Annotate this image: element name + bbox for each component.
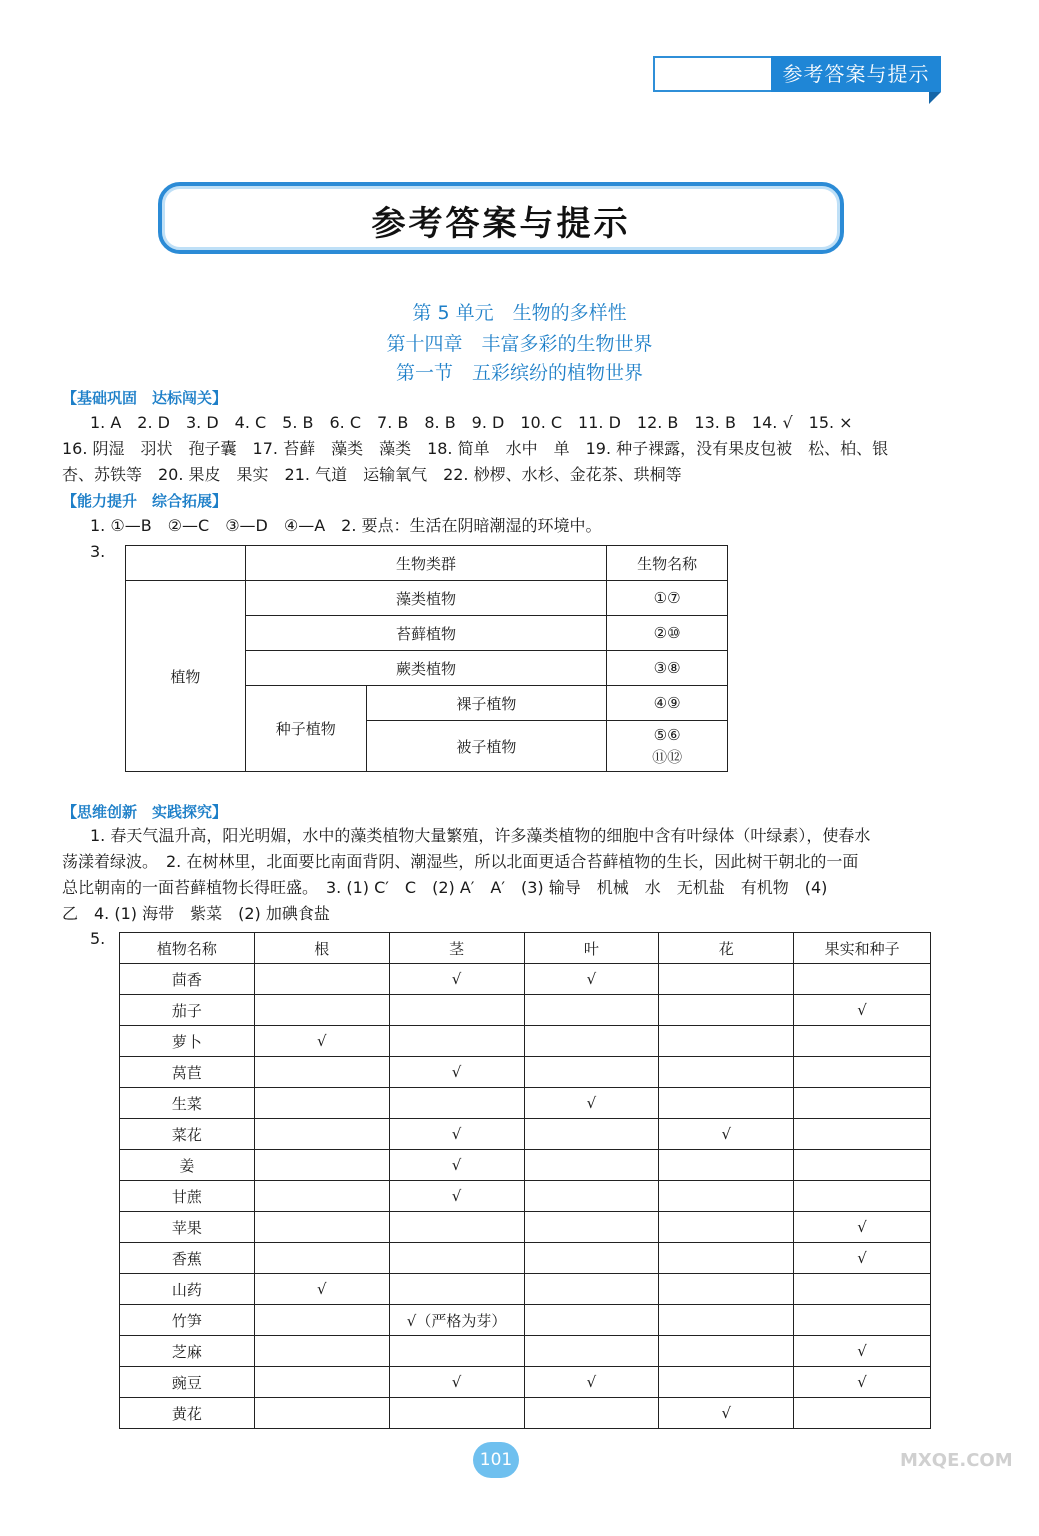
table-row bbox=[120, 1305, 931, 1336]
check-cell: √ bbox=[794, 1212, 931, 1243]
check-cell bbox=[659, 1336, 794, 1367]
check-cell bbox=[794, 1305, 931, 1336]
check-cell: √ bbox=[389, 964, 524, 995]
check-cell bbox=[254, 1088, 389, 1119]
check-cell bbox=[524, 1212, 659, 1243]
check-cell bbox=[254, 1119, 389, 1150]
plant-name-cell: 黄花 bbox=[120, 1398, 255, 1429]
table-row bbox=[120, 1088, 931, 1119]
check-cell bbox=[794, 1150, 931, 1181]
plant-name-cell: 萝卜 bbox=[120, 1026, 255, 1057]
check-cell bbox=[794, 1398, 931, 1429]
table-cell bbox=[126, 546, 246, 581]
check-cell bbox=[794, 1181, 931, 1212]
check-cell bbox=[254, 1212, 389, 1243]
check-cell bbox=[254, 1305, 389, 1336]
check-cell bbox=[254, 995, 389, 1026]
table-header: 根 bbox=[254, 933, 389, 964]
check-cell bbox=[659, 1274, 794, 1305]
check-cell bbox=[524, 995, 659, 1026]
plant-name-cell: 豌豆 bbox=[120, 1367, 255, 1398]
table-row bbox=[126, 546, 728, 581]
plant-name-cell: 甘蔗 bbox=[120, 1181, 255, 1212]
check-cell bbox=[389, 1398, 524, 1429]
plant-name-cell: 山药 bbox=[120, 1274, 255, 1305]
table-header: 花 bbox=[659, 933, 794, 964]
check-cell bbox=[524, 1181, 659, 1212]
table-header: 叶 bbox=[524, 933, 659, 964]
id-list: ⑤⑥ bbox=[653, 726, 681, 744]
check-cell bbox=[659, 1367, 794, 1398]
check-cell bbox=[794, 964, 931, 995]
check-cell bbox=[254, 1367, 389, 1398]
check-cell: √ bbox=[794, 1367, 931, 1398]
check-cell bbox=[659, 1212, 794, 1243]
check-cell bbox=[524, 1305, 659, 1336]
answer-line: 1. 春天气温升高，阳光明媚，水中的藻类植物大量繁殖，许多藻类植物的细胞中含有叶绿体（叶绿素），使春水 bbox=[90, 826, 871, 845]
check-cell bbox=[659, 1305, 794, 1336]
check-cell: √ bbox=[659, 1119, 794, 1150]
check-cell: √ bbox=[524, 964, 659, 995]
check-cell: √ bbox=[389, 1119, 524, 1150]
section-label-basic: 【基础巩固 达标闯关】 bbox=[62, 389, 228, 407]
check-cell bbox=[659, 1243, 794, 1274]
answer-line: 1. A 2. D 3. D 4. C 5. B 6. C 7. B 8. B 9. D 10. C 11. D 12. B 13. B 14. √ 15. × bbox=[90, 413, 853, 432]
table-row bbox=[120, 1367, 931, 1398]
check-cell bbox=[389, 1243, 524, 1274]
check-cell: √ bbox=[389, 1181, 524, 1212]
table-header: 生物名称 bbox=[607, 546, 728, 581]
table-row bbox=[120, 964, 931, 995]
check-cell bbox=[794, 1026, 931, 1057]
check-cell bbox=[254, 1398, 389, 1429]
header-blank-box bbox=[653, 56, 771, 92]
question-number: 5. bbox=[90, 929, 106, 948]
section-label-thinking: 【思维创新 实践探究】 bbox=[62, 803, 228, 821]
check-cell bbox=[794, 1057, 931, 1088]
watermark: MXQE.COM bbox=[900, 1450, 1013, 1471]
check-cell bbox=[794, 1274, 931, 1305]
header-tab: 参考答案与提示 bbox=[771, 56, 941, 92]
check-cell bbox=[524, 1243, 659, 1274]
check-cell bbox=[524, 1026, 659, 1057]
header-fold-decoration bbox=[929, 92, 941, 104]
table-header: 植物名称 bbox=[120, 933, 255, 964]
plant-group-table bbox=[125, 545, 728, 772]
check-cell bbox=[524, 1119, 659, 1150]
table-cell bbox=[607, 721, 728, 772]
check-cell: √ bbox=[389, 1367, 524, 1398]
plant-name-cell: 姜 bbox=[120, 1150, 255, 1181]
table-row bbox=[126, 581, 728, 616]
title-banner bbox=[158, 182, 844, 254]
check-cell: √ bbox=[794, 1336, 931, 1367]
check-cell: √ bbox=[659, 1398, 794, 1429]
check-cell bbox=[794, 1119, 931, 1150]
answer-line: 总比朝南的一面苔藓植物长得旺盛。 3. (1) C′ C (2) A′ A′ (3) 输导 机械 水 无机盐 有机物 (4) bbox=[62, 878, 828, 897]
plant-name-cell: 香蕉 bbox=[120, 1243, 255, 1274]
plant-name-cell: 莴苣 bbox=[120, 1057, 255, 1088]
plant-name-cell: 竹笋 bbox=[120, 1305, 255, 1336]
page-number: 101 bbox=[473, 1442, 519, 1478]
table-row bbox=[120, 1181, 931, 1212]
check-cell bbox=[794, 1088, 931, 1119]
chapter-heading: 第十四章 丰富多彩的生物世界 bbox=[386, 333, 653, 355]
page-title: 参考答案与提示 bbox=[371, 204, 631, 244]
check-cell bbox=[389, 1274, 524, 1305]
table-cell: 裸子植物 bbox=[366, 686, 607, 721]
answer-line: 杏、苏铁等 20. 果皮 果实 21. 气道 运输氧气 22. 桫椤、水杉、金花茶、珙桐等 bbox=[62, 465, 682, 484]
unit-heading: 第 5 单元 生物的多样性 bbox=[412, 302, 627, 324]
plant-name-cell: 芝麻 bbox=[120, 1336, 255, 1367]
table-row bbox=[120, 1336, 931, 1367]
check-cell bbox=[659, 995, 794, 1026]
table-row bbox=[120, 1119, 931, 1150]
plant-organ-table bbox=[119, 932, 931, 1429]
table-cell: ③⑧ bbox=[607, 651, 728, 686]
plant-name-cell: 茴香 bbox=[120, 964, 255, 995]
question-number: 3. bbox=[90, 542, 106, 561]
check-cell bbox=[524, 1150, 659, 1181]
check-cell bbox=[389, 1026, 524, 1057]
check-cell bbox=[524, 1398, 659, 1429]
check-cell bbox=[389, 1212, 524, 1243]
check-cell bbox=[524, 1274, 659, 1305]
check-cell: √ bbox=[389, 1057, 524, 1088]
check-cell: √（严格为芽） bbox=[389, 1305, 524, 1336]
answer-line: 1. ①—B ②—C ③—D ④—A 2. 要点：生活在阴暗潮湿的环境中。 bbox=[90, 516, 602, 535]
check-cell bbox=[254, 1243, 389, 1274]
check-cell bbox=[254, 1150, 389, 1181]
check-cell bbox=[659, 964, 794, 995]
check-cell: √ bbox=[254, 1026, 389, 1057]
check-cell bbox=[659, 1181, 794, 1212]
check-cell bbox=[389, 1088, 524, 1119]
plant-name-cell: 菜花 bbox=[120, 1119, 255, 1150]
plant-name-cell: 苹果 bbox=[120, 1212, 255, 1243]
plant-name-cell: 茄子 bbox=[120, 995, 255, 1026]
table-row bbox=[120, 995, 931, 1026]
table-row bbox=[120, 1398, 931, 1429]
answer-line: 16. 阴湿 羽状 孢子囊 17. 苔藓 藻类 藻类 18. 简单 水中 单 19. 种子裸露，没有果皮包被 松、柏、银 bbox=[62, 439, 889, 458]
table-row bbox=[120, 1150, 931, 1181]
table-header-row bbox=[120, 933, 931, 964]
table-row bbox=[120, 1057, 931, 1088]
section-heading: 第一节 五彩缤纷的植物世界 bbox=[395, 362, 643, 384]
table-header: 生物类群 bbox=[245, 546, 606, 581]
table-header: 果实和种子 bbox=[794, 933, 931, 964]
table-row bbox=[120, 1026, 931, 1057]
check-cell bbox=[254, 1181, 389, 1212]
answer-line: 乙 4. (1) 海带 紫菜 (2) 加碘食盐 bbox=[62, 904, 330, 923]
check-cell bbox=[389, 995, 524, 1026]
table-cell: 苔藓植物 bbox=[245, 616, 606, 651]
check-cell: √ bbox=[794, 995, 931, 1026]
check-cell bbox=[389, 1336, 524, 1367]
check-cell bbox=[659, 1057, 794, 1088]
table-header: 茎 bbox=[389, 933, 524, 964]
table-cell: 种子植物 bbox=[245, 686, 366, 772]
check-cell: √ bbox=[389, 1150, 524, 1181]
table-cell: ①⑦ bbox=[607, 581, 728, 616]
id-list: ⑪⑫ bbox=[652, 748, 683, 766]
section-label-ability: 【能力提升 综合拓展】 bbox=[62, 492, 228, 510]
table-cell: 蕨类植物 bbox=[245, 651, 606, 686]
table-row bbox=[120, 1212, 931, 1243]
check-cell: √ bbox=[794, 1243, 931, 1274]
check-cell bbox=[659, 1026, 794, 1057]
check-cell bbox=[254, 1336, 389, 1367]
table-cell: 藻类植物 bbox=[245, 581, 606, 616]
table-row bbox=[120, 1243, 931, 1274]
check-cell bbox=[659, 1150, 794, 1181]
check-cell bbox=[254, 964, 389, 995]
check-cell: √ bbox=[524, 1367, 659, 1398]
table-row bbox=[120, 1274, 931, 1305]
check-cell bbox=[254, 1057, 389, 1088]
check-cell: √ bbox=[254, 1274, 389, 1305]
check-cell bbox=[524, 1057, 659, 1088]
plant-name-cell: 生菜 bbox=[120, 1088, 255, 1119]
table-cell: 被子植物 bbox=[366, 721, 607, 772]
table-cell: ④⑨ bbox=[607, 686, 728, 721]
check-cell: √ bbox=[524, 1088, 659, 1119]
table-cell: 植物 bbox=[126, 581, 246, 772]
answer-line: 荡漾着绿波。 2. 在树林里，北面要比南面背阴、潮湿些，所以北面更适合苔藓植物的生长，因此树干朝北的一面 bbox=[62, 852, 859, 871]
table-cell: ②⑩ bbox=[607, 616, 728, 651]
check-cell bbox=[659, 1088, 794, 1119]
check-cell bbox=[524, 1336, 659, 1367]
